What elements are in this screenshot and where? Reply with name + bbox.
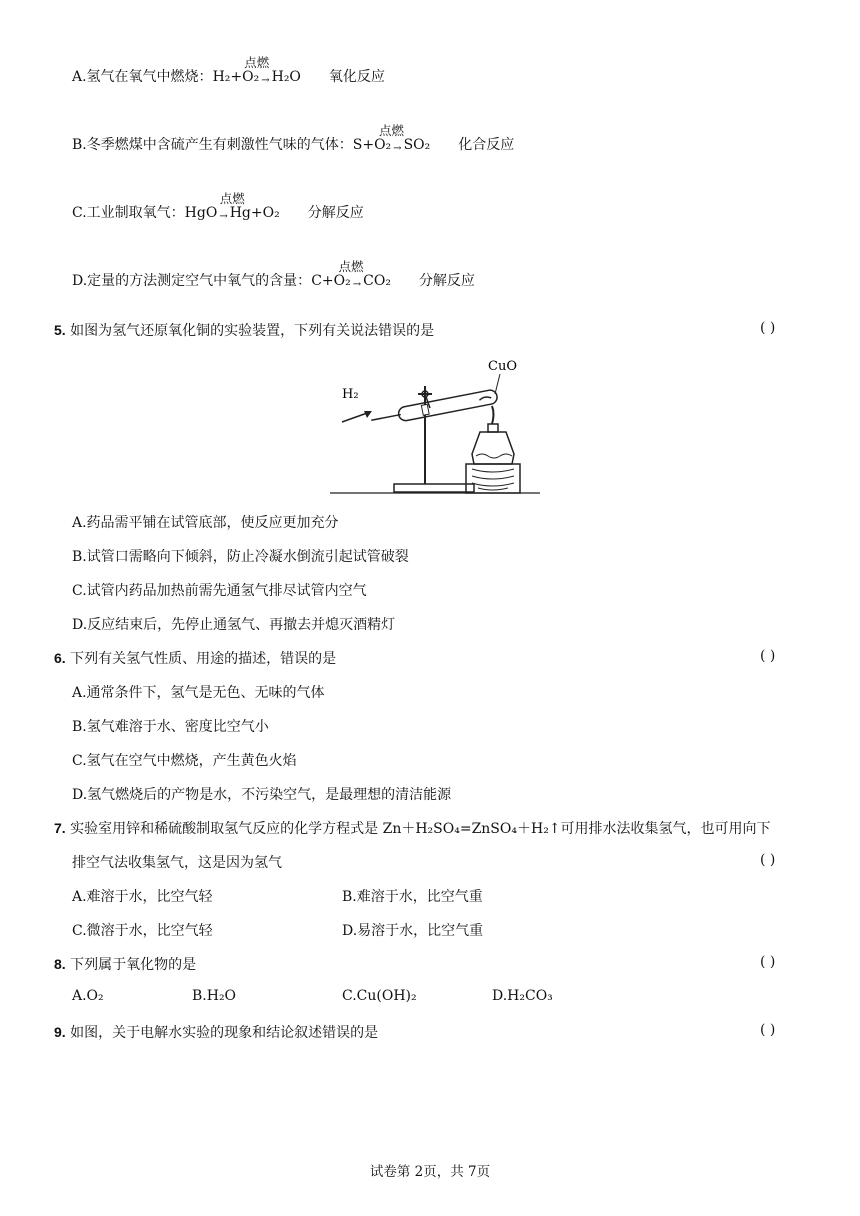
answer-paren: ( ) bbox=[760, 320, 776, 336]
q6-option-a: A.通常条件下，氢气是无色、无味的气体 bbox=[72, 685, 325, 701]
gas-label: H₂ bbox=[342, 387, 359, 402]
q6-option-d: D.氢气燃烧后的产物是水，不污染空气，是最理想的清洁能源 bbox=[72, 787, 452, 803]
q4-option-c: C.工业制取氧气： 点燃 HgO → Hg+O₂ 分解反应 bbox=[72, 191, 364, 222]
q5-stem: 5. 如图为氢气还原氧化铜的实验装置，下列有关说法错误的是 bbox=[54, 322, 435, 339]
hydrogen-reduction-apparatus-figure bbox=[330, 356, 540, 496]
answer-paren: ( ) bbox=[760, 954, 776, 970]
answer-paren: ( ) bbox=[760, 1022, 776, 1038]
answer-paren: ( ) bbox=[760, 648, 776, 664]
q5-option-b: B.试管口需略向下倾斜，防止冷凝水倒流引起试管破裂 bbox=[72, 549, 409, 565]
q8-option-d: D.H₂CO₃ bbox=[492, 988, 553, 1004]
q6-option-b: B.氢气难溶于水、密度比空气小 bbox=[72, 719, 269, 735]
q7-stem-line2: 排空气法收集氢气，这是因为氢气 bbox=[72, 855, 282, 871]
page-footer: 试卷第 2页，共 7页 bbox=[369, 1164, 491, 1180]
q7-option-a: A.难溶于水，比空气轻 bbox=[72, 889, 213, 905]
q6-option-c: C.氢气在空气中燃烧，产生黄色火焰 bbox=[72, 753, 297, 769]
q5-option-a: A.药品需平铺在试管底部，使反应更加充分 bbox=[72, 515, 339, 531]
equation: 点燃 HgO → Hg+O₂ bbox=[184, 191, 280, 222]
q4-option-b: B.冬季燃煤中含硫产生有刺激性气味的气体： 点燃 S+O₂ → SO₂ 化合反应 bbox=[72, 123, 515, 154]
answer-paren: ( ) bbox=[760, 852, 776, 868]
q7-stem-line1: 7. 实验室用锌和稀硫酸制取氢气反应的化学方程式是 Zn＋H₂SO₄=ZnSO₄＋H₂↑可用排水法收集氢气，也可用向下 bbox=[54, 820, 771, 837]
reagent-label: CuO bbox=[488, 359, 517, 374]
q6-stem: 6. 下列有关氢气性质、用途的描述，错误的是 bbox=[54, 650, 337, 667]
q7-option-c: C.微溶于水，比空气轻 bbox=[72, 923, 213, 939]
q8-option-c: C.Cu(OH)₂ bbox=[342, 988, 417, 1004]
equation: 点燃 H₂+O₂ → H₂O bbox=[212, 55, 301, 86]
q8-option-a: A.O₂ bbox=[72, 988, 104, 1004]
equation: 点燃 S+O₂ → SO₂ bbox=[352, 123, 431, 154]
q4-option-a: A.氢气在氧气中燃烧： 点燃 H₂+O₂ → H₂O 氧化反应 bbox=[72, 55, 385, 86]
q4-option-d: D.定量的方法测定空气中氧气的含量： 点燃 C+O₂ → CO₂ 分解反应 bbox=[72, 259, 475, 290]
equation: 点燃 C+O₂ → CO₂ bbox=[311, 259, 391, 290]
q7-option-b: B.难溶于水，比空气重 bbox=[342, 889, 483, 905]
q5-option-c: C.试管内药品加热前需先通氢气排尽试管内空气 bbox=[72, 583, 367, 599]
q8-option-b: B.H₂O bbox=[192, 988, 237, 1004]
q5-option-d: D.反应结束后，先停止通氢气、再撤去并熄灭酒精灯 bbox=[72, 617, 396, 633]
q8-stem: 8. 下列属于氧化物的是 bbox=[54, 956, 197, 973]
q9-stem: 9. 如图，关于电解水实验的现象和结论叙述错误的是 bbox=[54, 1024, 379, 1041]
q7-option-d: D.易溶于水，比空气重 bbox=[342, 923, 484, 939]
